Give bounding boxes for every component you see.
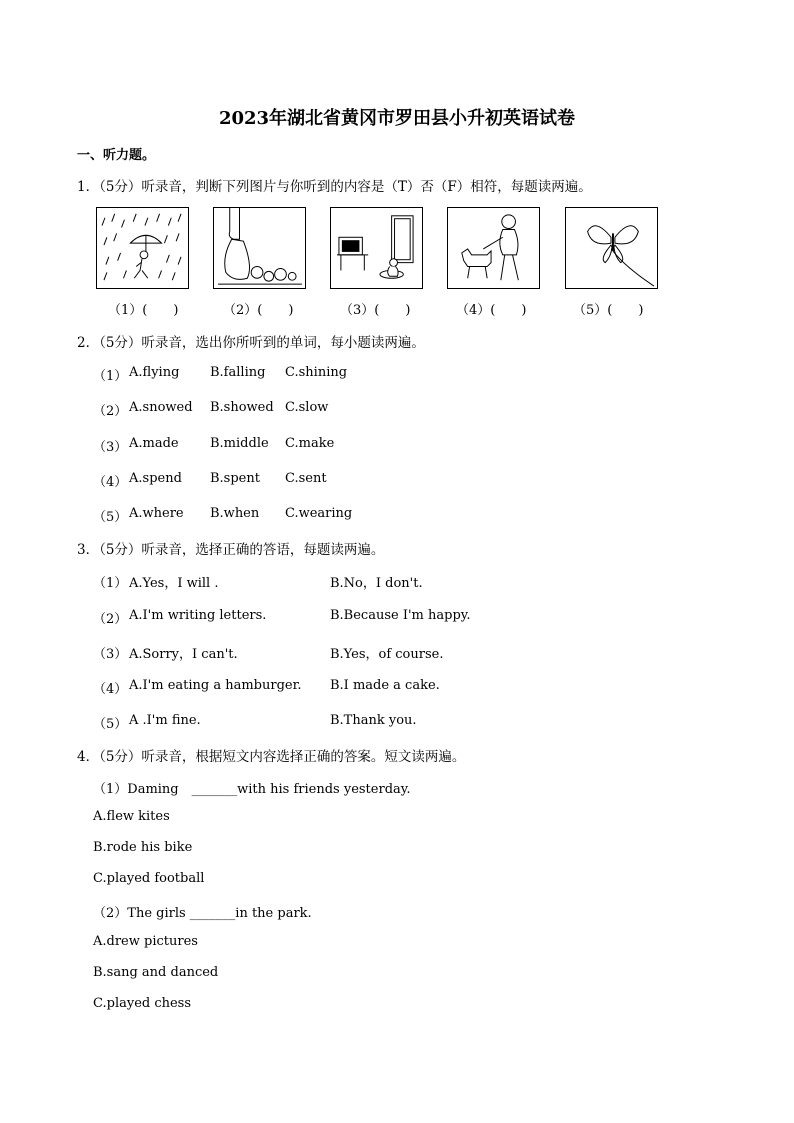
picture-2 (213, 207, 306, 289)
picture-5 (565, 207, 658, 289)
q4-sub2-option: B.sang and danced (93, 965, 219, 980)
q2-option-c: C.wearing (285, 506, 353, 521)
q3-option-b: B.I made a cake. (330, 678, 440, 693)
q2-option-b: B.middle (210, 436, 269, 451)
picture-3-label: （3）( ) (340, 303, 411, 318)
q2-item-number: （4） (93, 475, 128, 490)
kite-icon (566, 208, 657, 288)
q3-option-a: A .I'm fine. (129, 713, 201, 728)
q3-option-a: A.Sorry，I can't. (129, 647, 238, 662)
q4-sub1-option: C.played football (93, 871, 205, 886)
picture-4 (447, 207, 540, 289)
q3-item-number: （4） (93, 682, 128, 697)
q3-option-b: B.Yes，of course. (330, 647, 444, 662)
q2-option-a: A.where (129, 506, 184, 521)
q2-option-c: C.slow (285, 400, 329, 415)
dog-walk-icon (448, 208, 539, 288)
picture-4-label: （4）( ) (456, 303, 527, 318)
page-title: 2023年湖北省黄冈市罗田县小升初英语试卷 (218, 108, 576, 129)
q3-option-a: A.I'm eating a hamburger. (129, 678, 302, 693)
section-heading: 一、听力题。 (77, 148, 156, 163)
q2-option-b: B.showed (210, 400, 274, 415)
q3-item-number: （3） (93, 647, 128, 662)
question-1-stem: 1．（5分）听录音，判断下列图片与你听到的内容是（T）否（F）相符，每题读两遍。 (77, 179, 592, 195)
q3-item-number: （2） (93, 612, 128, 627)
q2-option-b: B.falling (210, 365, 266, 380)
q2-option-a: A.snowed (129, 400, 193, 415)
question-4-stem: 4．（5分）听录音，根据短文内容选择正确的答案。短文读两遍。 (77, 749, 466, 765)
q3-option-b: B.No，I don't. (330, 576, 423, 591)
picture-3 (330, 207, 423, 289)
picture-1-label: （1）( ) (108, 303, 179, 318)
question-2-stem: 2．（5分）听录音，选出你所听到的单词，每小题读两遍。 (77, 335, 425, 351)
q2-item-number: （5） (93, 510, 128, 525)
q3-option-b: B.Because I'm happy. (330, 608, 471, 623)
q2-option-a: A.made (129, 436, 179, 451)
q2-option-b: B.when (210, 506, 260, 521)
q2-option-a: A.flying (129, 365, 180, 380)
q3-option-a: A.Yes，I will . (129, 576, 219, 591)
q4-sub2-option: A.drew pictures (93, 934, 198, 949)
q2-option-b: B.spent (210, 471, 260, 486)
q2-item-number: （1） (93, 369, 128, 384)
q4-sub2-option: C.played chess (93, 996, 192, 1011)
q4-sub-question-2: （2）The girls _______in the park. (93, 906, 312, 921)
q2-option-c: C.sent (285, 471, 327, 486)
q4-sub-question-1: （1）Daming _______with his friends yesterday. (93, 782, 411, 797)
picture-2-label: （2）( ) (223, 303, 294, 318)
q2-option-c: C.shining (285, 365, 348, 380)
q3-item-number: （1） (93, 576, 128, 591)
rain-umbrella-icon (97, 208, 188, 288)
picture-1 (96, 207, 189, 289)
bag-fruit-icon (214, 208, 305, 288)
tv-baby-icon (331, 208, 422, 288)
q2-item-number: （3） (93, 440, 128, 455)
q3-item-number: （5） (93, 717, 128, 732)
q4-sub1-option: A.flew kites (93, 809, 170, 824)
q2-option-a: A.spend (129, 471, 182, 486)
q4-sub1-option: B.rode his bike (93, 840, 193, 855)
q2-option-c: C.make (285, 436, 335, 451)
q3-option-b: B.Thank you. (330, 713, 417, 728)
picture-5-label: （5）( ) (573, 303, 644, 318)
q3-option-a: A.I'm writing letters. (129, 608, 267, 623)
q2-item-number: （2） (93, 404, 128, 419)
question-3-stem: 3．（5分）听录音，选择正确的答语，每题读两遍。 (77, 542, 385, 558)
